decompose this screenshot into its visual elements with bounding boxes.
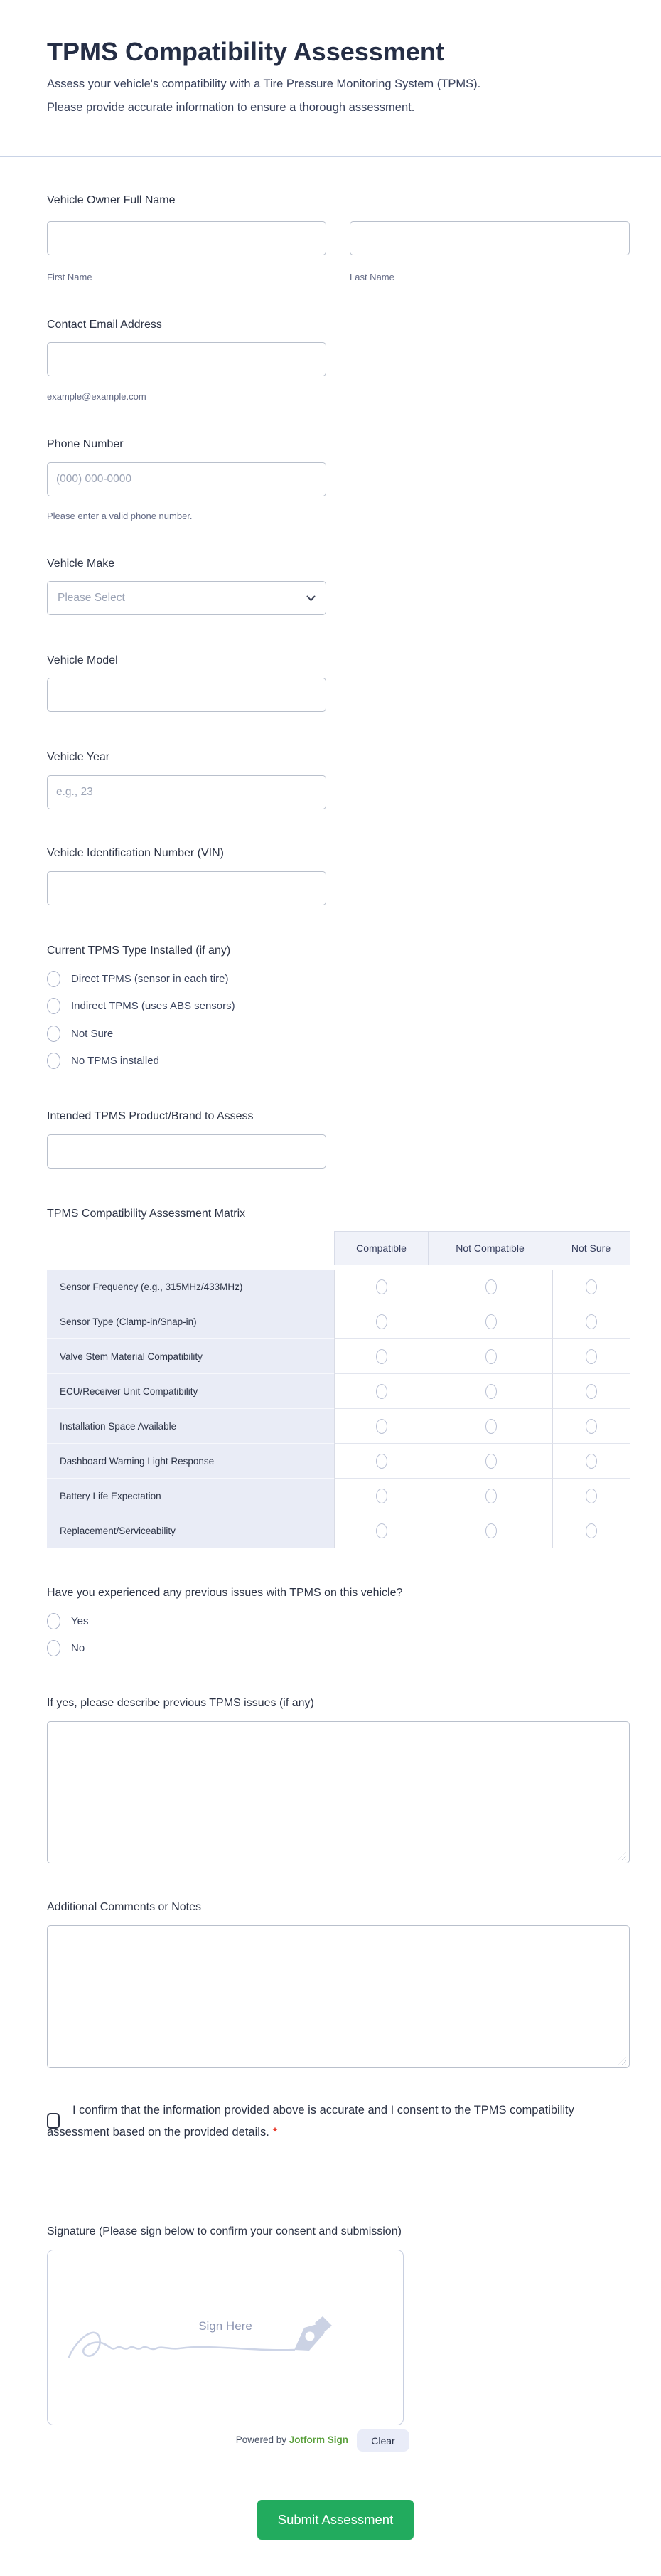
tpms-type-option-indirect[interactable] <box>47 997 235 1014</box>
matrix-row-label: Replacement/Serviceability <box>47 1513 334 1548</box>
matrix-radio-r2-not-sure[interactable] <box>586 1314 597 1329</box>
intended-product-input[interactable] <box>47 1134 326 1169</box>
vehicle-make-label: Vehicle Make <box>47 558 115 570</box>
powered-by-jotform-sign <box>47 2434 348 2445</box>
matrix-row-frequency <box>47 1270 630 1304</box>
previous-issues-option-yes[interactable] <box>47 1612 88 1629</box>
matrix-col-compatible: Compatible <box>334 1231 429 1265</box>
vehicle-make-selected-value: Please Select <box>58 592 125 604</box>
matrix-radio-r3-not-compatible[interactable] <box>485 1349 497 1364</box>
matrix-radio-r8-not-sure[interactable] <box>586 1523 597 1538</box>
radio-no-tpms-label: No TPMS installed <box>71 1054 159 1067</box>
previous-issues-option-no[interactable] <box>47 1639 85 1656</box>
vehicle-year-input[interactable] <box>47 775 326 809</box>
matrix-header-row <box>334 1231 630 1265</box>
matrix-radio-r5-not-compatible[interactable] <box>485 1419 497 1434</box>
matrix-radio-r6-not-sure[interactable] <box>586 1454 597 1469</box>
matrix-cell <box>429 1270 552 1304</box>
matrix-row-label: Dashboard Warning Light Response <box>47 1444 334 1479</box>
email-input[interactable] <box>47 342 326 376</box>
tpms-type-label: Current TPMS Type Installed (if any) <box>47 944 231 957</box>
matrix-cell <box>429 1339 552 1374</box>
radio-direct-tpms[interactable] <box>47 971 60 987</box>
chevron-down-icon <box>306 595 316 602</box>
matrix-radio-r6-compatible[interactable] <box>376 1454 387 1469</box>
radio-not-sure[interactable] <box>47 1026 60 1042</box>
matrix-row-install-space <box>47 1409 630 1444</box>
submit-assessment-button[interactable]: Submit Assessment <box>257 2500 414 2540</box>
radio-yes-label: Yes <box>71 1614 89 1627</box>
radio-no-label: No <box>71 1641 85 1654</box>
matrix-row-sensor-type <box>47 1304 630 1339</box>
matrix-radio-r2-not-compatible[interactable] <box>485 1314 497 1329</box>
radio-no-tpms[interactable] <box>47 1053 60 1069</box>
radio-yes[interactable] <box>47 1613 60 1629</box>
form-subtitle-line2: Please provide accurate information to ensure a thorough assessment. <box>47 101 415 114</box>
matrix-cell <box>552 1374 630 1409</box>
comments-textarea[interactable] <box>47 1925 630 2068</box>
matrix-row-label: Sensor Frequency (e.g., 315MHz/433MHz) <box>47 1270 334 1304</box>
matrix-radio-r1-not-compatible[interactable] <box>485 1279 497 1294</box>
matrix-label: TPMS Compatibility Assessment Matrix <box>47 1208 246 1220</box>
matrix-row-dashboard <box>47 1444 630 1479</box>
matrix-radio-r1-not-sure[interactable] <box>586 1279 597 1294</box>
previous-issues-label: Have you experienced any previous issues with TPMS on this vehicle? <box>47 1587 403 1599</box>
signature-pad[interactable] <box>47 2250 404 2425</box>
vin-input[interactable] <box>47 871 326 905</box>
sign-here-placeholder: Sign Here <box>198 2319 252 2333</box>
vehicle-make-select[interactable] <box>47 581 326 615</box>
matrix-radio-r2-compatible[interactable] <box>376 1314 387 1329</box>
matrix-cell <box>334 1409 429 1444</box>
signature-label: Signature (Please sign below to confirm your consent and submission) <box>47 2225 402 2237</box>
radio-indirect-tpms[interactable] <box>47 998 60 1014</box>
owner-name-label: Vehicle Owner Full Name <box>47 194 176 206</box>
matrix-cell <box>334 1513 429 1548</box>
matrix-radio-r3-compatible[interactable] <box>376 1349 387 1364</box>
matrix-cell <box>334 1339 429 1374</box>
describe-issues-label: If yes, please describe previous TPMS issues (if any) <box>47 1697 314 1709</box>
matrix-radio-r7-not-sure[interactable] <box>586 1489 597 1503</box>
radio-not-sure-label: Not Sure <box>71 1027 114 1040</box>
matrix-radio-r3-not-sure[interactable] <box>586 1349 597 1364</box>
page-title: TPMS Compatibility Assessment <box>47 37 444 66</box>
matrix-row-label: Battery Life Expectation <box>47 1479 334 1513</box>
radio-no[interactable] <box>47 1640 60 1656</box>
matrix-cell <box>552 1270 630 1304</box>
matrix-row-battery <box>47 1479 630 1513</box>
matrix-col-not-compatible: Not Compatible <box>429 1231 552 1265</box>
matrix-cell <box>429 1479 552 1513</box>
matrix-row-label: Valve Stem Material Compatibility <box>47 1339 334 1374</box>
matrix-row-label: Sensor Type (Clamp-in/Snap-in) <box>47 1304 334 1339</box>
matrix-radio-r4-compatible[interactable] <box>376 1384 387 1399</box>
email-sublabel: example@example.com <box>47 391 146 402</box>
header-divider <box>0 156 661 157</box>
describe-issues-textarea[interactable] <box>47 1721 630 1863</box>
last-name-input[interactable] <box>350 221 630 255</box>
vin-label: Vehicle Identification Number (VIN) <box>47 847 224 859</box>
tpms-type-option-direct[interactable] <box>47 970 228 987</box>
matrix-col-not-sure: Not Sure <box>552 1231 630 1265</box>
matrix-radio-r8-compatible[interactable] <box>376 1523 387 1538</box>
matrix-cell <box>429 1304 552 1339</box>
matrix-cell <box>552 1479 630 1513</box>
first-name-input[interactable] <box>47 221 326 255</box>
matrix-radio-r7-not-compatible[interactable] <box>485 1489 497 1503</box>
last-name-sublabel: Last Name <box>350 272 394 282</box>
matrix-row-valve-stem <box>47 1339 630 1374</box>
matrix-radio-r7-compatible[interactable] <box>376 1489 387 1503</box>
matrix-radio-r5-not-sure[interactable] <box>586 1419 597 1434</box>
form-subtitle-line1: Assess your vehicle's compatibility with a Tire Pressure Monitoring System (TPMS). <box>47 78 481 90</box>
matrix-cell <box>429 1513 552 1548</box>
tpms-type-option-not-sure[interactable] <box>47 1025 113 1042</box>
radio-indirect-tpms-label: Indirect TPMS (uses ABS sensors) <box>71 999 235 1012</box>
matrix-radio-r5-compatible[interactable] <box>376 1419 387 1434</box>
comments-label: Additional Comments or Notes <box>47 1901 201 1913</box>
email-label: Contact Email Address <box>47 319 162 331</box>
phone-sublabel: Please enter a valid phone number. <box>47 511 193 521</box>
consent-statement <box>47 2099 608 2144</box>
powered-by-text: Powered by <box>235 2434 286 2445</box>
matrix-cell <box>334 1479 429 1513</box>
pen-nib-icon <box>65 2316 343 2371</box>
matrix-row-ecu <box>47 1374 630 1409</box>
matrix-cell <box>429 1374 552 1409</box>
matrix-cell <box>552 1513 630 1548</box>
matrix-cell <box>334 1374 429 1409</box>
matrix-radio-r6-not-compatible[interactable] <box>485 1454 497 1469</box>
matrix-cell <box>334 1270 429 1304</box>
matrix-radio-r1-compatible[interactable] <box>376 1279 387 1294</box>
matrix-cell <box>552 1444 630 1479</box>
phone-label: Phone Number <box>47 438 124 450</box>
first-name-sublabel: First Name <box>47 272 92 282</box>
matrix-radio-r4-not-sure[interactable] <box>586 1384 597 1399</box>
clear-signature-button[interactable]: Clear <box>357 2429 409 2452</box>
radio-direct-tpms-label: Direct TPMS (sensor in each tire) <box>71 972 229 985</box>
matrix-row-replacement <box>47 1513 630 1548</box>
matrix-row-label: Installation Space Available <box>47 1409 334 1444</box>
consent-text: I confirm that the information provided above is accurate and I consent to the TPMS compatibility assessment based on the provided details. <box>47 2104 574 2139</box>
tpms-type-option-none[interactable] <box>47 1052 159 1069</box>
jotform-sign-brand: Jotform Sign <box>289 2434 348 2445</box>
matrix-table <box>47 1270 630 1548</box>
vehicle-year-label: Vehicle Year <box>47 751 110 763</box>
matrix-cell <box>552 1339 630 1374</box>
matrix-radio-r4-not-compatible[interactable] <box>485 1384 497 1399</box>
matrix-cell <box>334 1444 429 1479</box>
matrix-cell <box>552 1304 630 1339</box>
vehicle-model-label: Vehicle Model <box>47 654 118 666</box>
matrix-row-label: ECU/Receiver Unit Compatibility <box>47 1374 334 1409</box>
intended-product-label: Intended TPMS Product/Brand to Assess <box>47 1110 254 1122</box>
matrix-radio-r8-not-compatible[interactable] <box>485 1523 497 1538</box>
phone-input[interactable] <box>47 462 326 496</box>
vehicle-model-input[interactable] <box>47 678 326 712</box>
matrix-cell <box>334 1304 429 1339</box>
matrix-cell <box>429 1409 552 1444</box>
required-asterisk: * <box>272 2126 278 2139</box>
matrix-cell <box>429 1444 552 1479</box>
matrix-cell <box>552 1409 630 1444</box>
